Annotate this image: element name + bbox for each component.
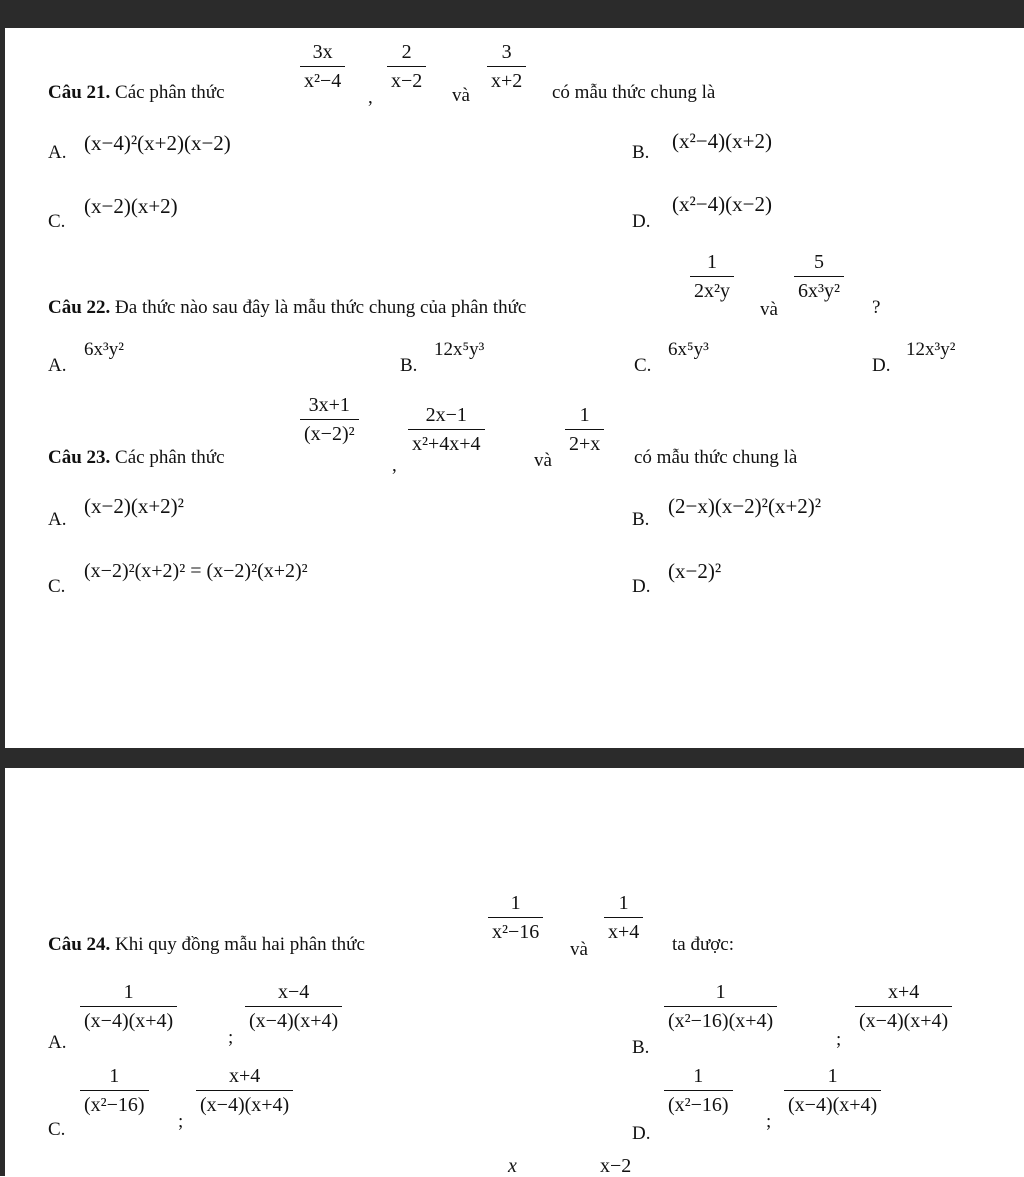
cutoff-text-right: x−2 bbox=[600, 1155, 632, 1177]
q23-option-d: (x−2)² bbox=[668, 559, 722, 583]
q24-option-d-f1-num: 1 bbox=[693, 1065, 704, 1087]
page-divider-bar bbox=[0, 748, 1024, 768]
top-frame-bar bbox=[0, 0, 1024, 28]
q21-fraction-3-den: x+2 bbox=[487, 66, 526, 91]
q24-option-d-fraction-1 bbox=[664, 1066, 733, 1115]
q22-fraction-1-den: 2x²y bbox=[690, 276, 734, 301]
q21-option-a: (x−4)²(x+2)(x−2) bbox=[84, 131, 231, 155]
q24-option-d-f1-den: (x²−16) bbox=[664, 1090, 733, 1115]
q24-option-a-letter: A. bbox=[48, 1032, 67, 1053]
q21-option-c: (x−2)(x+2) bbox=[84, 194, 178, 218]
q22-fraction-2 bbox=[794, 252, 844, 301]
q24-option-d-fraction-2 bbox=[784, 1066, 881, 1115]
q22-option-d: 12x³y² bbox=[906, 339, 956, 360]
q22-text: Đa thức nào sau đây là mẫu thức chung của phân thức bbox=[115, 297, 527, 318]
q24-option-a-f1-den: (x−4)(x+4) bbox=[80, 1006, 177, 1031]
q22-fraction-1-num: 1 bbox=[707, 251, 717, 273]
q24-option-a-fraction-2 bbox=[245, 982, 342, 1031]
q23-label: Câu 23. bbox=[48, 447, 111, 468]
q24-option-c-f2-num: x+4 bbox=[228, 1065, 261, 1087]
q23-option-c: (x−2)²(x+2)² = (x−2)²(x+2)² bbox=[84, 560, 308, 582]
q24-option-b-letter: B. bbox=[632, 1037, 650, 1058]
q22-option-a-letter: A. bbox=[48, 355, 67, 376]
q24-option-b-f1-den: (x²−16)(x+4) bbox=[664, 1006, 777, 1031]
q24-option-b-fraction-2 bbox=[855, 982, 952, 1031]
q21-tail: có mẫu thức chung là bbox=[552, 82, 716, 103]
q21-fraction-1-den: x²−4 bbox=[300, 66, 345, 91]
q22-fraction-1 bbox=[690, 252, 734, 301]
q24-option-c-f1-den: (x²−16) bbox=[80, 1090, 149, 1115]
q21-fraction-1-num: 3x bbox=[312, 41, 333, 63]
q22-option-b-letter: B. bbox=[400, 355, 418, 376]
q22-and: và bbox=[760, 299, 778, 320]
q23-option-a-letter: A. bbox=[48, 509, 67, 530]
q23-option-c-letter: C. bbox=[48, 576, 66, 597]
q24-fraction-2 bbox=[604, 893, 643, 942]
q22-option-a: 6x³y² bbox=[84, 339, 124, 360]
q24-option-d-semicolon: ; bbox=[766, 1111, 772, 1132]
q23-fraction-3 bbox=[565, 405, 604, 454]
q24-text: Khi quy đồng mẫu hai phân thức bbox=[115, 934, 365, 955]
q24-label: Câu 24. bbox=[48, 934, 111, 955]
q23-comma: , bbox=[392, 455, 397, 476]
q24-fraction-1-num: 1 bbox=[510, 892, 521, 914]
q21-option-b-letter: B. bbox=[632, 142, 650, 163]
q24-option-a-f2-num: x−4 bbox=[277, 981, 310, 1003]
q23-fraction-1-den: (x−2)² bbox=[300, 419, 359, 444]
q24-option-b-f2-num: x+4 bbox=[887, 981, 920, 1003]
q24-option-a-f1-num: 1 bbox=[123, 981, 134, 1003]
q23-fraction-3-num: 1 bbox=[579, 404, 590, 426]
q24-tail: ta được: bbox=[672, 934, 735, 955]
q23-option-d-letter: D. bbox=[632, 576, 651, 597]
q21-label: Câu 21. bbox=[48, 82, 111, 103]
q24-option-b-f1-num: 1 bbox=[715, 981, 726, 1003]
q23-tail: có mẫu thức chung là bbox=[634, 447, 798, 468]
q23-and: và bbox=[534, 450, 552, 471]
q23-prompt bbox=[48, 448, 225, 467]
q21-prompt bbox=[48, 83, 225, 102]
q24-option-a-f2-den: (x−4)(x+4) bbox=[245, 1006, 342, 1031]
q24-option-a-fraction-1 bbox=[80, 982, 177, 1031]
q23-fraction-1 bbox=[300, 395, 359, 444]
q22-tail: ? bbox=[872, 297, 881, 318]
q23-fraction-2-num: 2x−1 bbox=[425, 404, 467, 426]
q23-option-b-letter: B. bbox=[632, 509, 650, 530]
q24-fraction-1 bbox=[488, 893, 543, 942]
q24-option-b-fraction-1 bbox=[664, 982, 777, 1031]
q21-comma: , bbox=[368, 87, 373, 108]
q22-fraction-2-num: 5 bbox=[814, 251, 824, 273]
q21-option-b: (x²−4)(x+2) bbox=[672, 129, 772, 153]
q24-option-c-f2-den: (x−4)(x+4) bbox=[196, 1090, 293, 1115]
q22-option-c-letter: C. bbox=[634, 355, 652, 376]
q21-and: và bbox=[452, 85, 470, 106]
q23-option-b: (2−x)(x−2)²(x+2)² bbox=[668, 494, 822, 518]
q22-prompt bbox=[48, 298, 526, 317]
q22-option-c: 6x⁵y³ bbox=[668, 339, 709, 360]
q22-option-d-letter: D. bbox=[872, 355, 891, 376]
q21-fraction-2 bbox=[387, 42, 426, 91]
q24-prompt bbox=[48, 935, 365, 954]
q24-option-b-f2-den: (x−4)(x+4) bbox=[855, 1006, 952, 1031]
q22-fraction-2-den: 6x³y² bbox=[794, 276, 844, 301]
q24-option-b-semicolon: ; bbox=[836, 1029, 842, 1050]
q21-fraction-3-num: 3 bbox=[501, 41, 512, 63]
q21-option-c-letter: C. bbox=[48, 211, 66, 232]
q24-option-d-f2-num: 1 bbox=[827, 1065, 838, 1087]
q23-fraction-1-num: 3x+1 bbox=[308, 394, 350, 416]
q24-option-c-semicolon: ; bbox=[178, 1111, 184, 1132]
q21-text: Các phân thức bbox=[115, 82, 225, 103]
q24-option-d-f2-den: (x−4)(x+4) bbox=[784, 1090, 881, 1115]
q24-and: và bbox=[570, 939, 588, 960]
q23-fraction-2 bbox=[408, 405, 485, 454]
q24-option-d-letter: D. bbox=[632, 1123, 651, 1144]
left-frame-bar bbox=[0, 28, 5, 1176]
q21-fraction-2-den: x−2 bbox=[387, 66, 426, 91]
q24-option-c-fraction-1 bbox=[80, 1066, 149, 1115]
q24-option-c-letter: C. bbox=[48, 1119, 66, 1140]
q21-fraction-3 bbox=[487, 42, 526, 91]
q21-option-d: (x²−4)(x−2) bbox=[672, 192, 772, 216]
q24-fraction-1-den: x²−16 bbox=[488, 917, 543, 942]
q24-fraction-2-den: x+4 bbox=[604, 917, 643, 942]
q21-option-d-letter: D. bbox=[632, 211, 651, 232]
q22-label: Câu 22. bbox=[48, 297, 111, 318]
q24-option-c-fraction-2 bbox=[196, 1066, 293, 1115]
q23-fraction-2-den: x²+4x+4 bbox=[408, 429, 485, 454]
q24-option-c-f1-num: 1 bbox=[109, 1065, 120, 1087]
q23-option-a: (x−2)(x+2)² bbox=[84, 494, 184, 518]
cutoff-text-left: x bbox=[508, 1155, 517, 1177]
q21-fraction-1 bbox=[300, 42, 345, 91]
q22-option-b: 12x⁵y³ bbox=[434, 339, 485, 360]
q21-option-a-letter: A. bbox=[48, 142, 67, 163]
q23-text: Các phân thức bbox=[115, 447, 225, 468]
q24-fraction-2-num: 1 bbox=[618, 892, 629, 914]
q23-fraction-3-den: 2+x bbox=[565, 429, 604, 454]
q24-option-a-semicolon: ; bbox=[228, 1027, 234, 1048]
q21-fraction-2-num: 2 bbox=[401, 41, 412, 63]
